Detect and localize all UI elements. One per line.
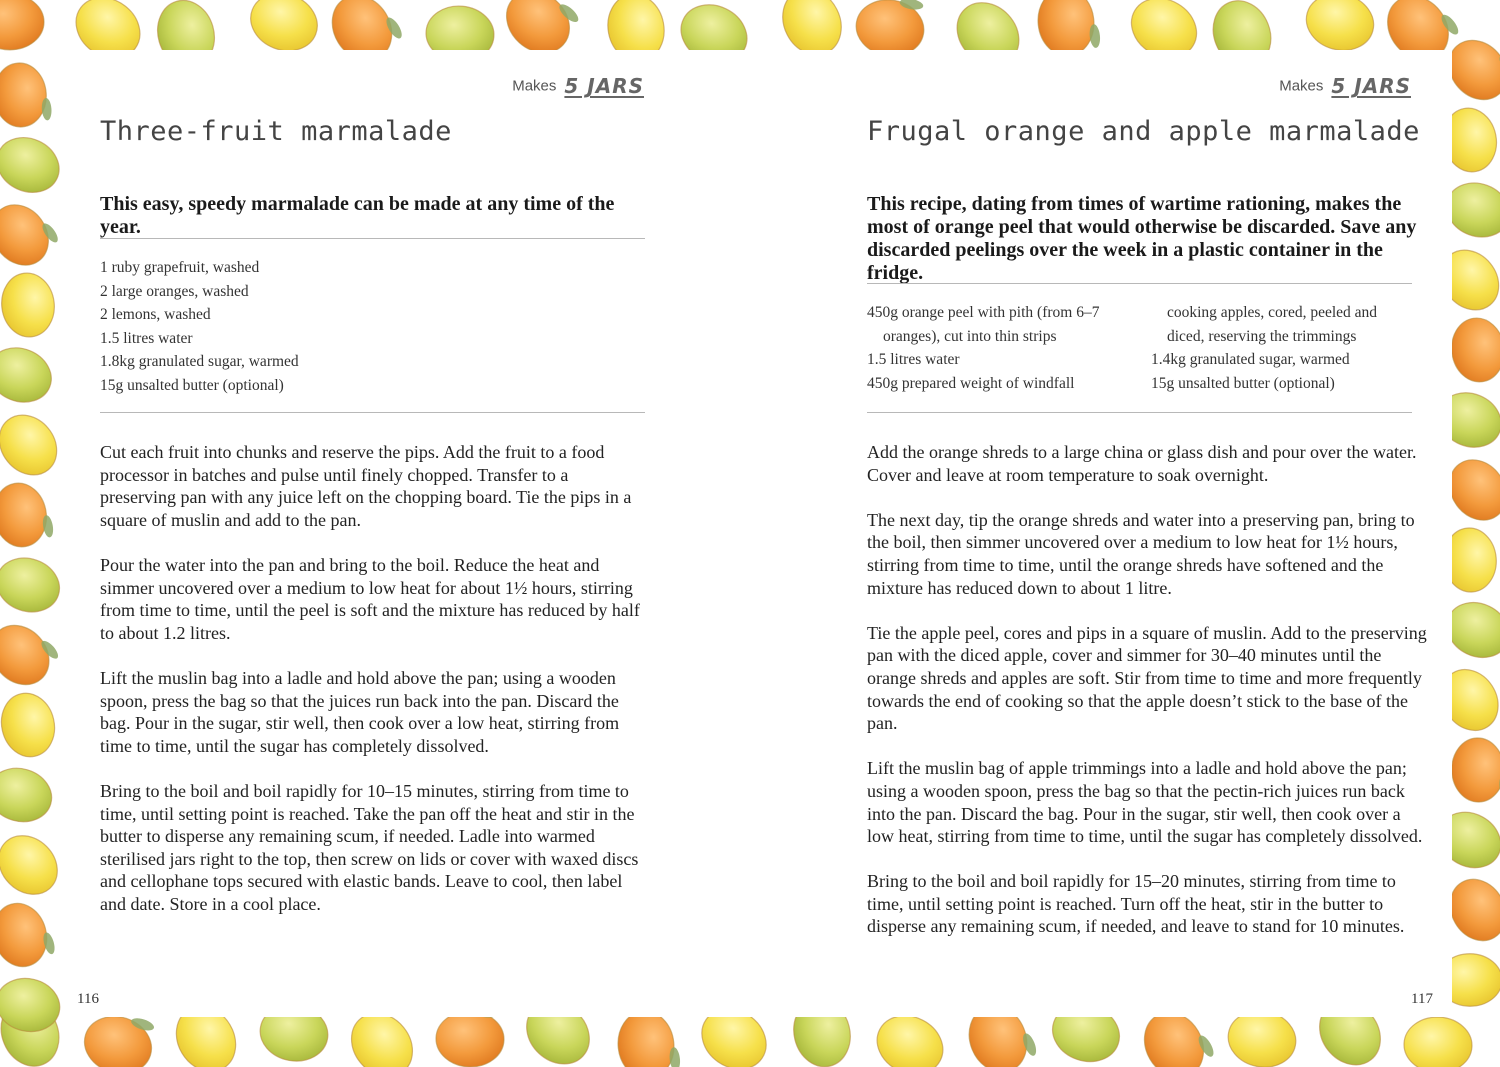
makes-quantity: 5 JARS (1331, 74, 1411, 98)
page-number: 116 (77, 991, 99, 1007)
method-paragraph: Lift the muslin bag of apple trimmings into a ladle and hold above the pan; using a wooden spoon, press the bag so that the pectin-rich juices run back into the pan. Discard the bag. Pour in the sugar, stir well, then cook over a low heat, stirring from time to time, until the sugar has completely dissolved. (867, 758, 1423, 847)
makes-label: Makes (512, 77, 557, 95)
orange-illustration (1448, 314, 1500, 385)
recipe-intro: This easy, speedy marmalade can be made at any time of the year. (100, 193, 615, 238)
recipe-title: Three-fruit marmalade (100, 116, 452, 147)
lime-illustration (0, 550, 67, 620)
divider (100, 412, 645, 413)
makes-yield (1279, 74, 1411, 98)
makes-label: Makes (1279, 77, 1324, 95)
ingredient-item: 2 lemons, washed (100, 306, 211, 323)
recipe-title: Frugal orange and apple marmalade (867, 116, 1420, 147)
orange-illustration (0, 611, 64, 696)
ingredient-item: 1.5 litres water (100, 329, 193, 347)
ingredient-item: diced, reserving the trimmings (1167, 327, 1357, 345)
method-paragraph: Pour the water into the pan and bring to the boil. Reduce the heat and simmer uncovered over a medium to low heat for about 1½ hours, stirring from time to time, until the peel is soft and the mixture has reduced by half to about 1.2 litres. (100, 554, 640, 643)
right-page (750, 50, 1452, 1017)
lemon-illustration (0, 404, 69, 487)
ingredient-list (100, 256, 645, 397)
page-number: 117 (1411, 991, 1433, 1007)
ingredient-item: 15g unsalted butter (optional) (1151, 374, 1335, 392)
method-paragraph: Bring to the boil and boil rapidly for 15–20 minutes, stirring from time to time, until setting point is reached. Turn off the heat, stir in the butter to disperse any remaining scum, if needed, and leave to stand for 10 minutes. (867, 871, 1405, 937)
ingredient-item: 450g prepared weight of windfall (867, 374, 1075, 392)
ingredient-item: 1.5 litres water (867, 351, 960, 368)
lime-illustration (0, 128, 68, 203)
lemon-illustration (0, 688, 61, 762)
orange-illustration (0, 0, 44, 50)
ingredient-item: 1.4kg granulated sugar, warmed (1151, 351, 1350, 368)
method-paragraph: Add the orange shreds to a large china or glass dish and pour over the water. Cover and leave at room temperature to soak overnight. (867, 442, 1417, 485)
method-paragraph: Bring to the boil and boil rapidly for 10–15 minutes, stirring from time to time, until setting point is reached. Take the pan off the heat and stir in the butter to disperse any remaining scum, if needed. Ladle into warmed sterilised jars right to the top, then screw on lids or cover with waxed discs and cellophane tops secured with elastic bands. Leave to cool, then label and date. Store in a cool place. (100, 780, 639, 914)
method-paragraph: Cut each fruit into chunks and reserve the pips. Add the fruit to a food processor in batches and pulse until finely chopped. Transfer to a preserving pan with any juice left on the chopping board. Tie the pips in a square of muslin and add to the pan. (100, 442, 632, 530)
left-page (68, 50, 750, 1017)
makes-quantity: 5 JARS (564, 74, 644, 98)
orange-illustration (1451, 737, 1500, 803)
method-paragraph: Tie the apple peel, cores and pips in a square of muslin. Add to the preserving pan with the diced apple, cover and simmer for 30–40 minutes until the orange shreds and apples are soft. Stir from time to time and more frequently towards the end of cooking so that the apple doesn’t stick to the base of the pan. (867, 622, 1427, 734)
orange-illustration (0, 191, 63, 276)
lemon-illustration (0, 270, 58, 340)
ingredient-item: 1.8kg granulated sugar, warmed (100, 353, 299, 370)
divider (867, 283, 1412, 284)
makes-yield (512, 74, 644, 98)
ingredient-item: oranges), cut into thin strips (883, 327, 1057, 345)
ingredient-list-column-1 (867, 301, 1152, 395)
ingredient-item: 1 ruby grapefruit, washed (100, 259, 260, 276)
lemon-illustration (0, 824, 69, 906)
lime-illustration (0, 339, 59, 412)
orange-illustration (0, 478, 55, 551)
orange-illustration (0, 896, 58, 973)
lime-illustration (0, 761, 58, 829)
ingredient-item: 15g unsalted butter (optional) (100, 376, 284, 394)
divider (867, 412, 1412, 413)
ingredient-item: cooking apples, cored, peeled and (1167, 304, 1378, 321)
method-text (867, 441, 1427, 961)
orange-illustration (0, 61, 53, 129)
ingredient-item: 450g orange peel with pith (from 6–7 (867, 304, 1100, 321)
method-paragraph: Lift the muslin bag into a ladle and hold above the pan; using a wooden spoon, press the bag so that the juices run back into the pan. Discard the bag. Pour in the sugar, stir well, then cook over a low heat, stirring from time to time, until the sugar has completely dissolved. (100, 667, 620, 756)
divider (100, 238, 645, 239)
recipe-intro: This recipe, dating from times of wartime rationing, makes the most of orange peel that would otherwise be discarded. Save any discarded peelings over the week in a plastic container in the fridge. (867, 193, 1417, 284)
ingredient-list-column-2 (1151, 301, 1416, 395)
ingredient-item: 2 large oranges, washed (100, 282, 249, 300)
lemon-illustration (1403, 1015, 1474, 1067)
method-text (100, 441, 645, 938)
method-paragraph: The next day, tip the orange shreds and water into a preserving pan, bring to the boil, then simmer uncovered over a medium to low heat for 1½ hours, stirring from time to time, until the orange shreds have softened and the mixture has reduced down to about 1 litre. (867, 509, 1415, 598)
